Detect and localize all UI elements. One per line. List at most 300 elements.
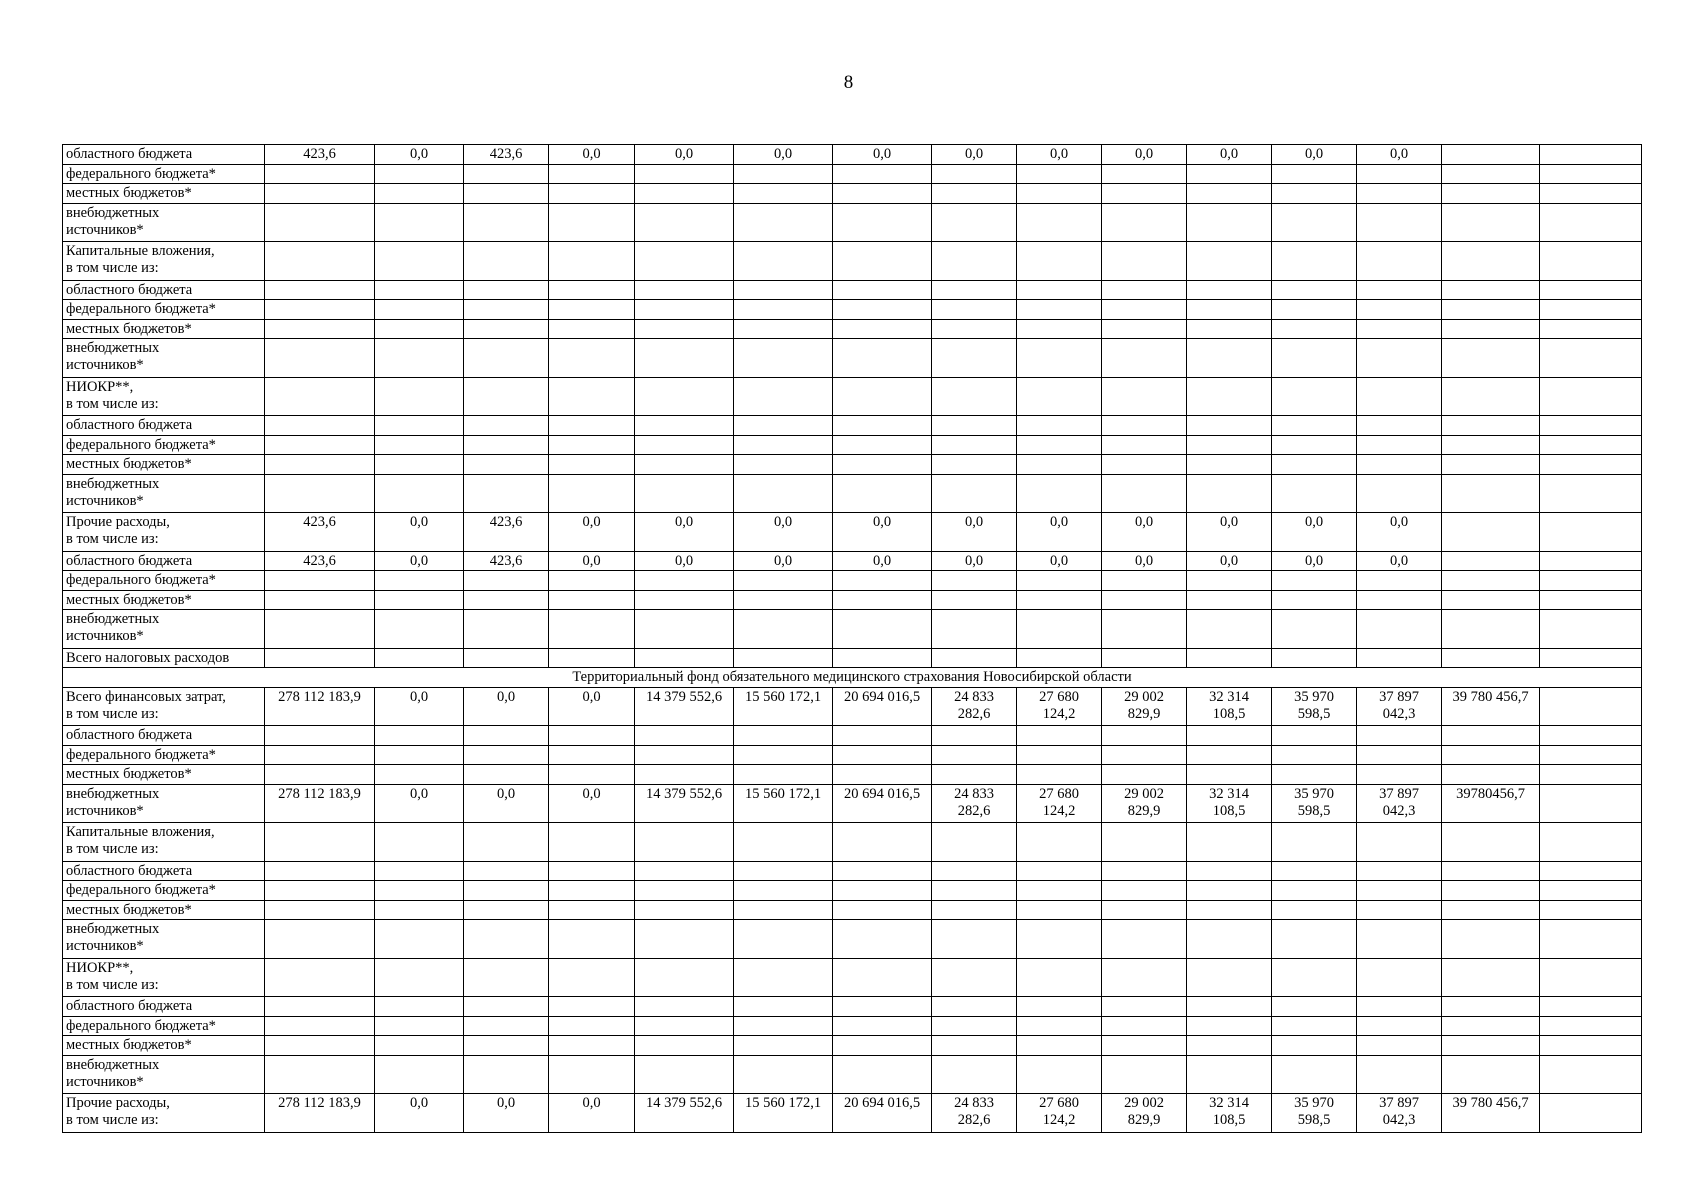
value-cell (1357, 997, 1442, 1017)
value-cell (1187, 1055, 1272, 1094)
value-cell: 27 680 124,2 (1017, 1094, 1102, 1133)
table-row (63, 997, 1642, 1017)
row-label: местных бюджетов* (63, 900, 265, 920)
value-cell: 0,0 (635, 513, 734, 552)
row-label: НИОКР**, в том числе из: (63, 377, 265, 416)
empty-cell (1540, 474, 1642, 513)
value-cell: 20 694 016,5 (833, 1094, 932, 1133)
value-cell: 0,0 (375, 145, 464, 165)
value-cell (833, 590, 932, 610)
value-cell: 0,0 (375, 784, 464, 823)
value-cell (1272, 1036, 1357, 1056)
value-cell (635, 648, 734, 668)
table-row (63, 319, 1642, 339)
value-cell (265, 648, 375, 668)
value-cell: 0,0 (1187, 513, 1272, 552)
value-cell (932, 319, 1017, 339)
value-cell (1017, 319, 1102, 339)
value-cell (1272, 416, 1357, 436)
row-label: Капитальные вложения, в том числе из: (63, 823, 265, 862)
value-cell (932, 184, 1017, 204)
value-cell (265, 590, 375, 610)
value-cell (1272, 474, 1357, 513)
row-label: Всего финансовых затрат, в том числе из: (63, 687, 265, 726)
value-cell (932, 435, 1017, 455)
value-cell (549, 920, 635, 959)
value-cell (375, 610, 464, 649)
value-cell (1102, 184, 1187, 204)
page-number: 8 (843, 72, 854, 93)
value-cell (549, 1036, 635, 1056)
value-cell: 37 897 042,3 (1357, 1094, 1442, 1133)
value-cell (1442, 900, 1540, 920)
empty-cell (1540, 1016, 1642, 1036)
value-cell (1442, 416, 1540, 436)
value-cell: 0,0 (635, 145, 734, 165)
value-cell (635, 184, 734, 204)
value-cell: 27 680 124,2 (1017, 687, 1102, 726)
value-cell (1272, 319, 1357, 339)
row-label: Всего налоговых расходов (63, 648, 265, 668)
value-cell (734, 416, 833, 436)
row-label: Прочие расходы, в том числе из: (63, 1094, 265, 1133)
value-cell (265, 823, 375, 862)
value-cell (833, 823, 932, 862)
empty-cell (1540, 745, 1642, 765)
value-cell (1187, 900, 1272, 920)
value-cell: 0,0 (734, 551, 833, 571)
value-cell (635, 416, 734, 436)
value-cell (464, 455, 549, 475)
value-cell (1187, 610, 1272, 649)
value-cell (635, 242, 734, 281)
value-cell (833, 242, 932, 281)
value-cell (1357, 958, 1442, 997)
value-cell: 0,0 (549, 1094, 635, 1133)
value-cell (1017, 184, 1102, 204)
value-cell (265, 242, 375, 281)
value-cell (1017, 242, 1102, 281)
value-cell (1017, 164, 1102, 184)
value-cell (1272, 823, 1357, 862)
value-cell (1102, 920, 1187, 959)
value-cell (635, 474, 734, 513)
value-cell (1017, 339, 1102, 378)
value-cell (1017, 881, 1102, 901)
value-cell: 0,0 (734, 145, 833, 165)
value-cell (635, 1055, 734, 1094)
value-cell (265, 339, 375, 378)
value-cell (375, 280, 464, 300)
value-cell (1102, 455, 1187, 475)
value-cell (375, 900, 464, 920)
value-cell (1187, 416, 1272, 436)
value-cell (833, 997, 932, 1017)
value-cell (1102, 1016, 1187, 1036)
value-cell (375, 1016, 464, 1036)
value-cell: 0,0 (464, 687, 549, 726)
table-row (63, 765, 1642, 785)
value-cell: 14 379 552,6 (635, 687, 734, 726)
value-cell (635, 881, 734, 901)
value-cell (1102, 610, 1187, 649)
value-cell: 0,0 (1272, 551, 1357, 571)
value-cell: 20 694 016,5 (833, 784, 932, 823)
empty-cell (1540, 1055, 1642, 1094)
value-cell (932, 745, 1017, 765)
value-cell (1357, 920, 1442, 959)
value-cell (1442, 765, 1540, 785)
row-label: Капитальные вложения, в том числе из: (63, 242, 265, 281)
table-row (63, 823, 1642, 862)
value-cell (635, 823, 734, 862)
value-cell (549, 881, 635, 901)
value-cell (734, 339, 833, 378)
value-cell (1442, 726, 1540, 746)
value-cell (1017, 590, 1102, 610)
value-cell (932, 416, 1017, 436)
value-cell (1187, 164, 1272, 184)
value-cell (833, 300, 932, 320)
value-cell (932, 920, 1017, 959)
value-cell (833, 184, 932, 204)
value-cell: 24 833 282,6 (932, 1094, 1017, 1133)
value-cell (1272, 455, 1357, 475)
value-cell (1272, 1055, 1357, 1094)
value-cell (1102, 203, 1187, 242)
value-cell (1102, 416, 1187, 436)
value-cell (1102, 823, 1187, 862)
value-cell: 0,0 (1102, 551, 1187, 571)
value-cell: 0,0 (1187, 551, 1272, 571)
value-cell (1017, 610, 1102, 649)
value-cell (375, 203, 464, 242)
value-cell (265, 920, 375, 959)
value-cell (549, 726, 635, 746)
value-cell (1102, 280, 1187, 300)
value-cell (932, 377, 1017, 416)
value-cell (375, 823, 464, 862)
value-cell (1187, 203, 1272, 242)
value-cell (833, 861, 932, 881)
value-cell (635, 164, 734, 184)
value-cell (265, 203, 375, 242)
value-cell (1442, 474, 1540, 513)
value-cell (1272, 280, 1357, 300)
value-cell (1357, 765, 1442, 785)
value-cell (1357, 1055, 1442, 1094)
value-cell (1357, 745, 1442, 765)
value-cell (833, 319, 932, 339)
value-cell (265, 455, 375, 475)
value-cell (265, 765, 375, 785)
empty-cell (1540, 1094, 1642, 1133)
empty-cell (1540, 203, 1642, 242)
value-cell (1272, 571, 1357, 591)
empty-cell (1540, 242, 1642, 281)
value-cell (1102, 319, 1187, 339)
value-cell (1442, 300, 1540, 320)
empty-cell (1540, 861, 1642, 881)
value-cell (635, 571, 734, 591)
value-cell (734, 1016, 833, 1036)
value-cell (1102, 765, 1187, 785)
value-cell: 35 970 598,5 (1272, 687, 1357, 726)
value-cell (464, 610, 549, 649)
value-cell (635, 958, 734, 997)
value-cell (932, 164, 1017, 184)
empty-cell (1540, 997, 1642, 1017)
value-cell (375, 1055, 464, 1094)
value-cell (265, 474, 375, 513)
row-label: НИОКР**, в том числе из: (63, 958, 265, 997)
value-cell: 37 897 042,3 (1357, 687, 1442, 726)
value-cell (464, 648, 549, 668)
empty-cell (1540, 726, 1642, 746)
value-cell (1187, 455, 1272, 475)
value-cell: 24 833 282,6 (932, 784, 1017, 823)
value-cell (635, 997, 734, 1017)
value-cell (464, 242, 549, 281)
empty-cell (1540, 300, 1642, 320)
value-cell (1017, 377, 1102, 416)
value-cell (932, 958, 1017, 997)
value-cell (1102, 164, 1187, 184)
value-cell (1017, 300, 1102, 320)
empty-cell (1540, 823, 1642, 862)
table-row (63, 610, 1642, 649)
value-cell (464, 765, 549, 785)
value-cell (549, 1055, 635, 1094)
value-cell (1442, 610, 1540, 649)
value-cell (1357, 900, 1442, 920)
value-cell (265, 416, 375, 436)
value-cell (635, 920, 734, 959)
value-cell (734, 590, 833, 610)
value-cell (1272, 164, 1357, 184)
row-label: областного бюджета (63, 997, 265, 1017)
value-cell: 39 780 456,7 (1442, 1094, 1540, 1133)
value-cell (1357, 610, 1442, 649)
value-cell (1357, 1016, 1442, 1036)
value-cell: 0,0 (1017, 513, 1102, 552)
row-label: областного бюджета (63, 551, 265, 571)
value-cell: 0,0 (464, 784, 549, 823)
value-cell (1272, 648, 1357, 668)
value-cell (549, 203, 635, 242)
value-cell (1102, 571, 1187, 591)
table-row (63, 881, 1642, 901)
budget-table (62, 144, 1642, 1133)
value-cell (1017, 1016, 1102, 1036)
row-label: областного бюджета (63, 861, 265, 881)
table-row (63, 164, 1642, 184)
value-cell (932, 765, 1017, 785)
value-cell (549, 958, 635, 997)
value-cell (932, 474, 1017, 513)
value-cell (375, 745, 464, 765)
value-cell (265, 881, 375, 901)
table-row (63, 551, 1642, 571)
value-cell (1017, 1036, 1102, 1056)
value-cell (1357, 184, 1442, 204)
value-cell (1187, 648, 1272, 668)
value-cell (464, 590, 549, 610)
row-label: областного бюджета (63, 280, 265, 300)
empty-cell (1540, 571, 1642, 591)
value-cell (1017, 474, 1102, 513)
value-cell (833, 1036, 932, 1056)
value-cell (635, 765, 734, 785)
value-cell (464, 339, 549, 378)
value-cell (833, 339, 932, 378)
row-label: местных бюджетов* (63, 455, 265, 475)
value-cell (635, 861, 734, 881)
value-cell (1272, 203, 1357, 242)
table-row (63, 1055, 1642, 1094)
value-cell: 39780456,7 (1442, 784, 1540, 823)
value-cell: 14 379 552,6 (635, 784, 734, 823)
value-cell (549, 242, 635, 281)
value-cell: 15 560 172,1 (734, 1094, 833, 1133)
row-label: внебюджетных источников* (63, 920, 265, 959)
value-cell (1272, 997, 1357, 1017)
value-cell (734, 881, 833, 901)
value-cell: 0,0 (375, 687, 464, 726)
value-cell (375, 416, 464, 436)
value-cell (375, 648, 464, 668)
empty-cell (1540, 416, 1642, 436)
value-cell (265, 300, 375, 320)
value-cell: 0,0 (375, 1094, 464, 1133)
value-cell (833, 416, 932, 436)
value-cell (464, 823, 549, 862)
value-cell: 20 694 016,5 (833, 687, 932, 726)
table-row (63, 203, 1642, 242)
value-cell (635, 900, 734, 920)
value-cell (833, 571, 932, 591)
value-cell (1102, 881, 1187, 901)
value-cell (375, 958, 464, 997)
value-cell (1442, 242, 1540, 281)
value-cell (1357, 339, 1442, 378)
empty-cell (1540, 881, 1642, 901)
value-cell (1017, 203, 1102, 242)
value-cell (1357, 474, 1442, 513)
value-cell (1017, 435, 1102, 455)
table-row (63, 416, 1642, 436)
value-cell (464, 474, 549, 513)
table-row (63, 745, 1642, 765)
value-cell (549, 339, 635, 378)
section-header-row (63, 668, 1642, 688)
value-cell: 0,0 (549, 687, 635, 726)
value-cell (734, 1055, 833, 1094)
value-cell: 0,0 (1017, 145, 1102, 165)
value-cell (375, 377, 464, 416)
row-label: местных бюджетов* (63, 1036, 265, 1056)
value-cell (734, 242, 833, 281)
value-cell (549, 1016, 635, 1036)
value-cell (1102, 590, 1187, 610)
value-cell (1442, 648, 1540, 668)
value-cell (1187, 339, 1272, 378)
value-cell (833, 765, 932, 785)
value-cell: 423,6 (464, 551, 549, 571)
value-cell (1272, 765, 1357, 785)
row-label: внебюджетных источников* (63, 610, 265, 649)
value-cell (549, 280, 635, 300)
value-cell (833, 203, 932, 242)
value-cell (464, 1036, 549, 1056)
value-cell (1017, 997, 1102, 1017)
value-cell (549, 590, 635, 610)
value-cell (635, 726, 734, 746)
value-cell (1442, 203, 1540, 242)
value-cell (1357, 571, 1442, 591)
value-cell (932, 1036, 1017, 1056)
value-cell (1442, 339, 1540, 378)
value-cell (375, 881, 464, 901)
value-cell: 37 897 042,3 (1357, 784, 1442, 823)
value-cell (635, 1036, 734, 1056)
value-cell (549, 435, 635, 455)
value-cell: 0,0 (1187, 145, 1272, 165)
table-row (63, 861, 1642, 881)
row-label: областного бюджета (63, 726, 265, 746)
value-cell (375, 300, 464, 320)
value-cell (1187, 319, 1272, 339)
value-cell (1442, 164, 1540, 184)
value-cell (1442, 1055, 1540, 1094)
value-cell (549, 474, 635, 513)
empty-cell (1540, 377, 1642, 416)
empty-cell (1540, 184, 1642, 204)
value-cell (375, 242, 464, 281)
empty-cell (1540, 765, 1642, 785)
value-cell (734, 823, 833, 862)
value-cell (265, 1055, 375, 1094)
value-cell: 35 970 598,5 (1272, 784, 1357, 823)
value-cell (932, 203, 1017, 242)
value-cell (1357, 726, 1442, 746)
value-cell (1017, 765, 1102, 785)
value-cell (1187, 300, 1272, 320)
value-cell (265, 280, 375, 300)
row-label: внебюджетных источников* (63, 784, 265, 823)
value-cell: 0,0 (1102, 513, 1187, 552)
empty-cell (1540, 900, 1642, 920)
value-cell: 0,0 (833, 513, 932, 552)
value-cell (932, 590, 1017, 610)
value-cell (833, 435, 932, 455)
value-cell (1442, 455, 1540, 475)
value-cell (1187, 1036, 1272, 1056)
value-cell (734, 1036, 833, 1056)
empty-cell (1540, 513, 1642, 552)
value-cell (375, 726, 464, 746)
table-row (63, 377, 1642, 416)
value-cell: 0,0 (734, 513, 833, 552)
value-cell (932, 455, 1017, 475)
value-cell (549, 416, 635, 436)
value-cell (734, 203, 833, 242)
value-cell (1187, 377, 1272, 416)
value-cell (464, 280, 549, 300)
empty-cell (1540, 784, 1642, 823)
value-cell (1272, 377, 1357, 416)
value-cell (549, 900, 635, 920)
